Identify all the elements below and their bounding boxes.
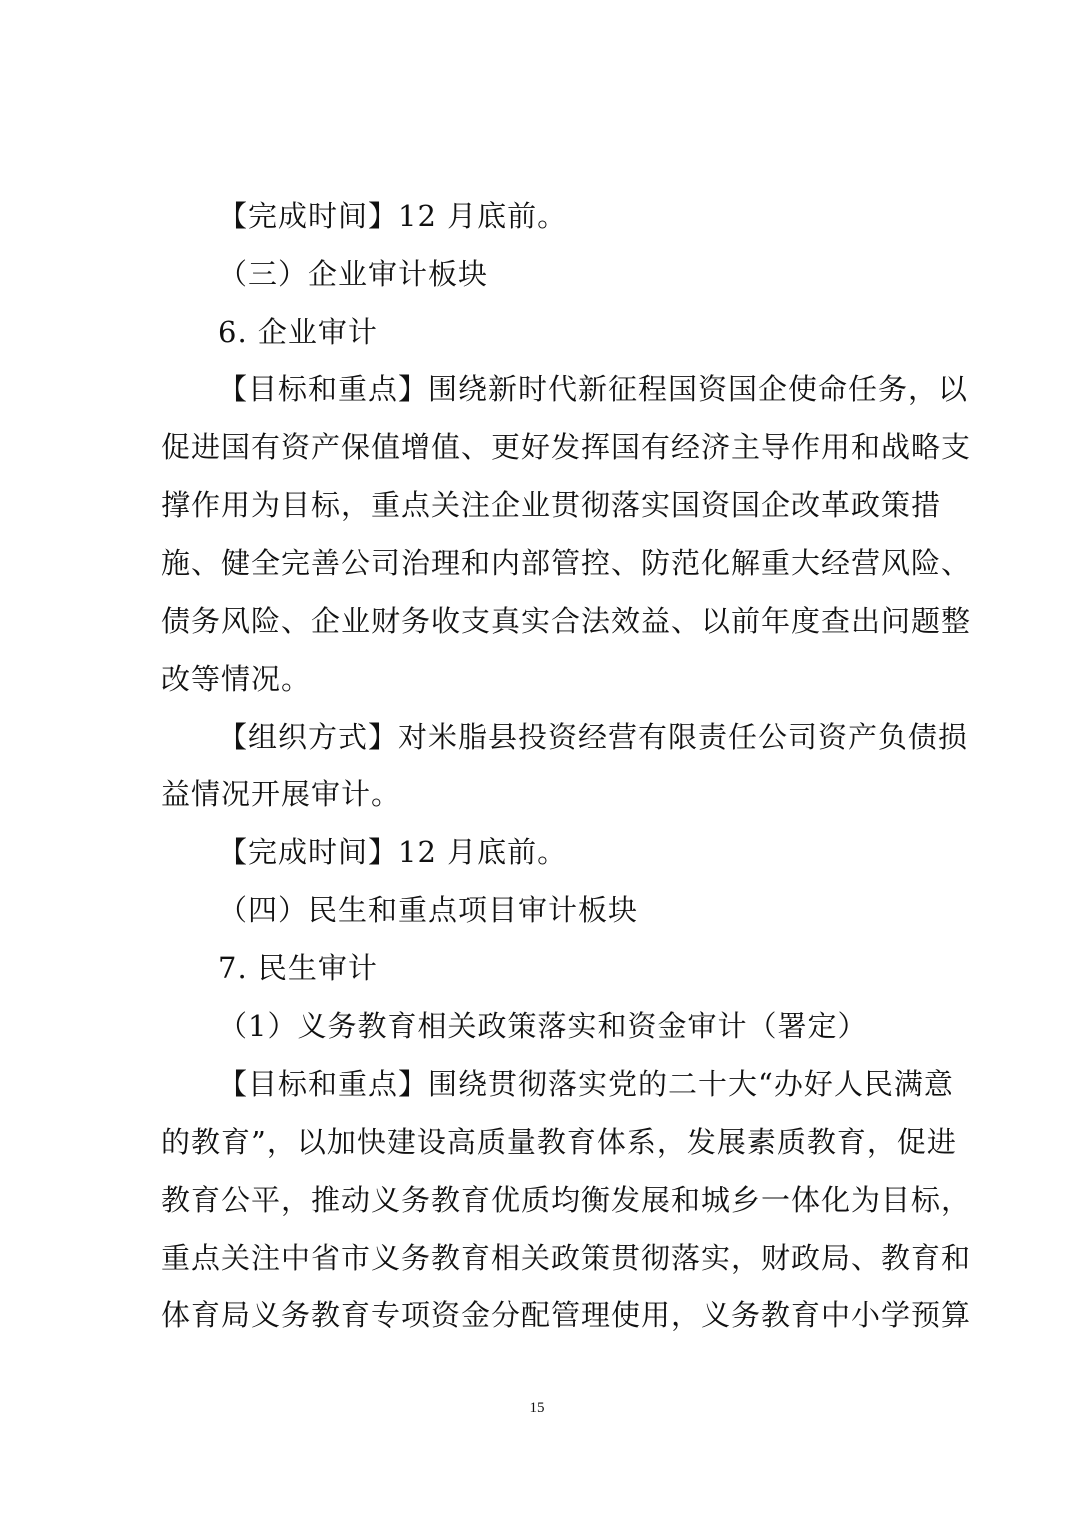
- paragraph-line-goals-4: 施、健全完善公司治理和内部管控、防范化解重大经营风险、: [161, 546, 972, 580]
- paragraph-line-goals-2: 促进国有资产保值增值、更好发挥国有经济主导作用和战略支: [161, 430, 972, 464]
- paragraph-line-education-1: 【目标和重点】围绕贯彻落实党的二十大“办好人民满意: [218, 1067, 954, 1101]
- paragraph-line-goals-1: 【目标和重点】围绕新时代新征程国资国企使命任务，以: [218, 372, 969, 406]
- paragraph-line-organization-2: 益情况开展审计。: [161, 777, 402, 811]
- paragraph-line-goals-3: 撑作用为目标，重点关注企业贯彻落实国资国企改革政策措: [161, 488, 942, 522]
- item-heading-enterprise-audit: 6. 企业审计: [218, 315, 378, 349]
- text-line-completion-time-2: 【完成时间】12 月底前。: [218, 835, 568, 869]
- paragraph-line-education-3: 教育公平，推动义务教育优质均衡发展和城乡一体化为目标，: [161, 1183, 972, 1217]
- paragraph-line-goals-5: 债务风险、企业财务收支真实合法效益、以前年度查出问题整: [161, 604, 972, 638]
- subitem-heading-compulsory-education: （1）义务教育相关政策落实和资金审计（署定）: [218, 1009, 868, 1043]
- section-heading-livelihood-audit: （四）民生和重点项目审计板块: [218, 893, 639, 927]
- paragraph-line-goals-6: 改等情况。: [161, 662, 312, 696]
- paragraph-line-education-5: 体育局义务教育专项资金分配管理使用，义务教育中小学预算: [161, 1298, 972, 1332]
- section-heading-enterprise-audit: （三）企业审计板块: [218, 257, 489, 291]
- paragraph-line-organization-1: 【组织方式】对米脂县投资经营有限责任公司资产负债损: [218, 720, 969, 754]
- text-line-completion-time-1: 【完成时间】12 月底前。: [218, 199, 568, 233]
- paragraph-line-education-2: 的教育”，以加快建设高质量教育体系，发展素质教育，促进: [161, 1125, 957, 1159]
- paragraph-line-education-4: 重点关注中省市义务教育相关政策贯彻落实，财政局、教育和: [161, 1241, 972, 1275]
- page-number: 15: [529, 1400, 545, 1416]
- item-heading-livelihood-audit: 7. 民生审计: [218, 951, 378, 985]
